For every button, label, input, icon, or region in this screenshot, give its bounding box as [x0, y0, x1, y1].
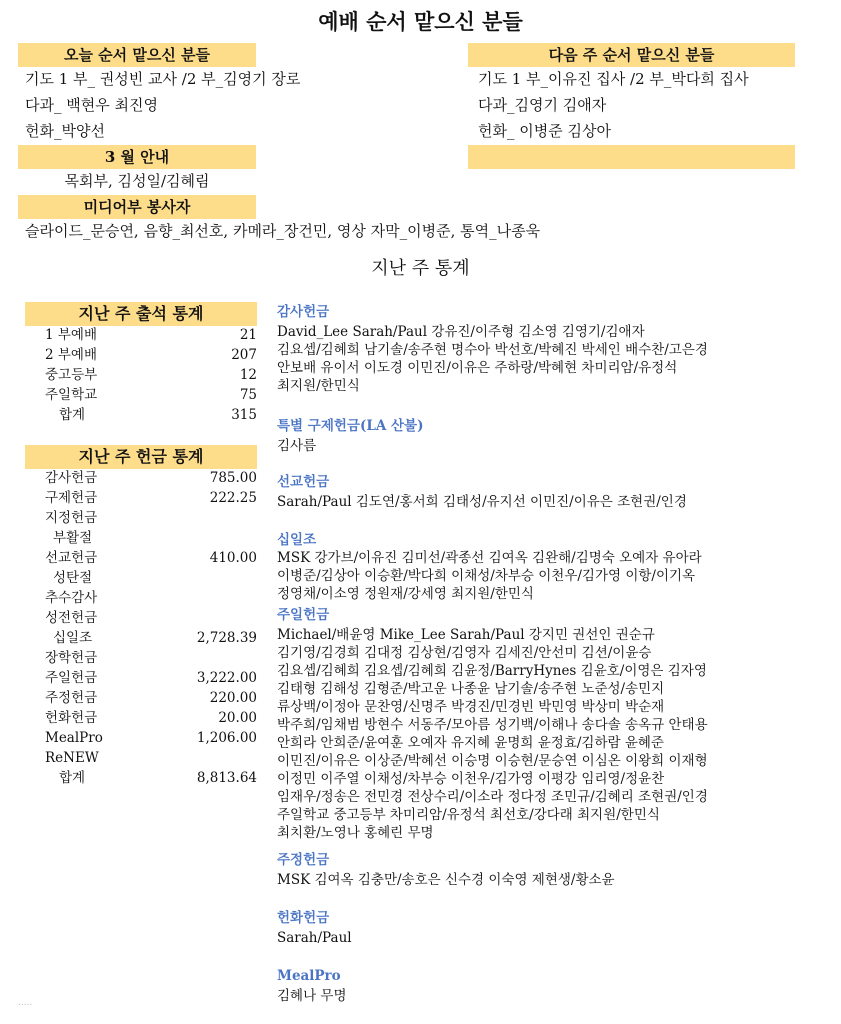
footer-mark: ..... — [18, 998, 33, 1008]
attendance-total-row — [25, 406, 257, 424]
offering-label: 선교헌금 — [45, 550, 98, 566]
next-week-prayer: 기도 1 부_이유진 집사 /2 부_박다희 집사 — [478, 70, 749, 88]
offering-row — [25, 709, 257, 727]
offering-label: MealPro — [45, 730, 103, 746]
page-title: 예배 순서 맡으신 분들 — [318, 9, 523, 34]
offering-value: 785.00 — [209, 470, 257, 486]
donor-section-names: 김혜나 무명 — [277, 988, 347, 1004]
offering-label: 감사헌금 — [45, 470, 98, 486]
today-prayer: 기도 1 부_ 권성빈 교사 /2 부_김영기 장로 — [25, 70, 301, 88]
donor-section-names: Sarah/Paul 김도연/홍서희 김태성/유지선 이민진/이유은 조현권/인경 — [277, 494, 687, 510]
today-roles-header: 오늘 순서 맡으신 분들 — [18, 43, 256, 67]
offering-row — [25, 649, 257, 667]
today-refreshments: 다과_ 백현우 최진영 — [25, 96, 158, 114]
offering-label: 장학헌금 — [45, 650, 98, 666]
offering-row — [25, 489, 257, 507]
donor-section-names: Michael/배윤영 Mike_Lee Sarah/Paul 강지민 권선인 권순규 김기영/김경희 김대정 김상현/김영자 김세진/안선미 김션/이윤승 김요셉/김혜희 김요셉/김혜희 김윤정/BarryHynes 김윤호/이영은 김자영 김태형 김해성 김형준/박고운 나종윤 남기솔/송주현 노준성/송민지 류상백/이정아 문찬영/신명주 박경진/민경빈 박민영 박상미 박순재 박주희/임채범 방현수 서동주/모아름 성기백/이해나 송다솔 송옥규 안태용 안희라 안희준/윤여훈 오예자 유지혜 윤명희 윤정효/김하람 윤혜준 이민진/이유은 이상준/박혜선 이승명 이승현/문승연 이심온 이왕희 이재형 이정민 이주열 이채성/차부승 이천우/김가영 이평강 임리영/정윤찬 임재우/정송은 전민경 전상수리/이소라 정다정 조민규/김혜리 조현권/인경 주일학교 중고등부 차미리암/유정석 최선호/강다래 최지원/한민식 최치환/노영나 홍혜린 무명 — [277, 627, 708, 841]
attendance-stats-header: 지난 주 출석 통계 — [25, 302, 257, 326]
attendance-label: 주일학교 — [45, 387, 98, 403]
attendance-row — [25, 366, 257, 384]
offering-label: 지정헌금 — [45, 510, 98, 526]
attendance-value: 75 — [239, 387, 257, 403]
attendance-row — [25, 346, 257, 364]
offering-label: 헌화헌금 — [45, 710, 98, 726]
attendance-row — [25, 386, 257, 404]
attendance-value: 207 — [231, 347, 257, 363]
offering-label: 부활절 — [53, 530, 93, 546]
offering-value: 3,222.00 — [196, 670, 257, 686]
offering-value: 222.25 — [209, 490, 257, 506]
offering-label: 성탄절 — [53, 570, 93, 586]
offering-row — [25, 469, 257, 487]
offering-value: 8,813.64 — [196, 770, 257, 786]
donor-section-heading: 선교헌금 — [277, 474, 330, 490]
attendance-label: 중고등부 — [45, 367, 98, 383]
donor-section-heading: 십일조 — [277, 532, 317, 548]
offering-row — [25, 509, 257, 527]
attendance-label: 1 부예배 — [45, 327, 98, 343]
offering-label: 주일헌금 — [45, 670, 98, 686]
offering-table — [25, 469, 257, 789]
attendance-value: 21 — [239, 327, 257, 343]
donor-section-names: 김사름 — [277, 438, 317, 454]
offering-label: 구제헌금 — [45, 490, 98, 506]
donor-section-heading: 특별 구제헌금(LA 산불) — [277, 418, 424, 434]
offering-row — [25, 529, 257, 547]
offering-label: 추수감사 — [45, 590, 98, 606]
offering-label: 주정헌금 — [45, 690, 98, 706]
offering-value: 220.00 — [209, 690, 257, 706]
donor-section-names: David_Lee Sarah/Paul 강유진/이주형 김소영 김영기/김애자 김요셉/김혜희 남기솔/송주현 명수아 박선호/박혜진 박세인 배수찬/고은경 안보배 유이서 이도경 이민진/이유은 주하랑/박혜현 차미리암/유정석 최지원/한민식 — [277, 324, 708, 394]
offering-row — [25, 609, 257, 627]
donor-section-heading: 감사헌금 — [277, 304, 330, 320]
next-week-flowers: 헌화_ 이병준 김상아 — [478, 122, 611, 140]
donor-section-heading: 주정헌금 — [277, 852, 330, 868]
offering-row — [25, 729, 257, 747]
attendance-value: 315 — [231, 407, 257, 423]
offering-value: 410.00 — [209, 550, 257, 566]
attendance-label: 합계 — [59, 407, 86, 423]
offering-label: 성전헌금 — [45, 610, 98, 626]
offering-row — [25, 629, 257, 647]
next-week-empty-bar — [468, 145, 795, 169]
donor-section-names: MSK 강가브/이유진 김미선/곽종선 김여옥 김완해/김명숙 오예자 유아라 이병준/김상아 이승환/박다희 이채성/차부승 이천우/김가영 이항/이기옥 정영채/이소영 정원재/강세영 최지원/한민식 — [277, 550, 702, 602]
march-notice-line: 목회부, 김성일/김혜림 — [64, 172, 210, 190]
offering-row — [25, 549, 257, 567]
offering-row — [25, 589, 257, 607]
donor-section-names: Sarah/Paul — [277, 930, 352, 946]
attendance-value: 12 — [239, 367, 257, 383]
offering-value: 1,206.00 — [196, 730, 257, 746]
attendance-table — [25, 326, 257, 426]
offering-label: 합계 — [59, 770, 86, 786]
offering-label: 십일조 — [53, 630, 93, 646]
offering-row — [25, 689, 257, 707]
last-week-stats-title: 지난 주 통계 — [371, 258, 470, 279]
donor-section-heading: MealPro — [277, 968, 341, 984]
next-week-roles-header: 다음 주 순서 맡으신 분들 — [468, 43, 795, 67]
donor-section-heading: 헌화헌금 — [277, 910, 330, 926]
donor-section-heading: 주일헌금 — [277, 607, 330, 623]
attendance-row — [25, 326, 257, 344]
offering-total-row — [25, 769, 257, 787]
offering-value: 20.00 — [218, 710, 257, 726]
next-week-refreshments: 다과_김영기 김애자 — [478, 96, 607, 114]
offering-label: ReNEW — [45, 750, 99, 766]
offering-row — [25, 569, 257, 587]
today-flowers: 헌화_박양선 — [25, 122, 105, 140]
march-notice-header: 3 월 안내 — [18, 145, 256, 169]
offering-stats-header: 지난 주 헌금 통계 — [25, 445, 257, 469]
donor-section-names: MSK 김여옥 김충만/송호은 신수경 이숙영 제현생/황소윤 — [277, 872, 615, 888]
media-volunteers-line: 슬라이드_문승연, 음향_최선호, 카메라_장건민, 영상 자막_이병준, 통역_나종욱 — [25, 222, 541, 240]
offering-row — [25, 669, 257, 687]
offering-value: 2,728.39 — [196, 630, 257, 646]
offering-row — [25, 749, 257, 767]
media-volunteers-header: 미디어부 봉사자 — [18, 195, 256, 219]
attendance-label: 2 부예배 — [45, 347, 98, 363]
